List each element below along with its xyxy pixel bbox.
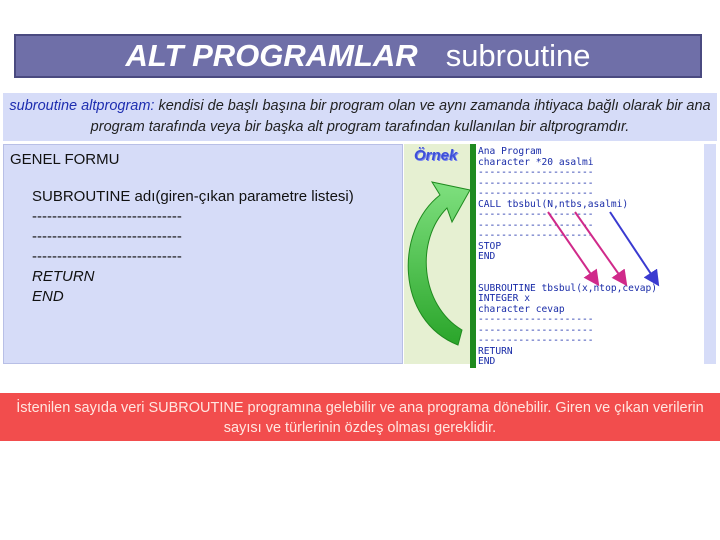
title-normal: subroutine bbox=[445, 38, 591, 73]
code-line: STOP bbox=[478, 240, 502, 252]
code-line: SUBROUTINE tbsbul(x,ntop,cevap) bbox=[478, 282, 658, 294]
general-form-lines bbox=[32, 187, 354, 307]
code-line: -------------------- bbox=[478, 324, 594, 336]
general-form-box bbox=[3, 144, 403, 364]
example-panel bbox=[404, 144, 472, 364]
form-line-return: RETURN bbox=[32, 268, 95, 285]
form-line-dash: ------------------------------ bbox=[32, 248, 182, 265]
code-line: END bbox=[478, 356, 496, 367]
side-strip bbox=[704, 144, 716, 364]
code-line: -------------------- bbox=[478, 167, 594, 178]
example-label: Örnek bbox=[414, 147, 458, 164]
code-line: -------------------- bbox=[478, 177, 594, 189]
form-line-end: END bbox=[32, 288, 64, 305]
form-line-dash: ------------------------------ bbox=[32, 228, 182, 245]
divider-line bbox=[470, 144, 476, 368]
code-line: -------------------- bbox=[478, 219, 594, 231]
form-line-signature: SUBROUTINE adı(giren-çıkan parametre listesi) bbox=[32, 188, 354, 205]
code-line: -------------------- bbox=[478, 188, 594, 199]
code-line: Ana Program bbox=[478, 146, 542, 157]
code-line: RETURN bbox=[478, 345, 513, 357]
definition-box bbox=[3, 93, 717, 141]
slide-title bbox=[14, 34, 702, 78]
code-line: character cevap bbox=[478, 303, 565, 315]
code-line: -------------------- bbox=[478, 209, 594, 220]
code-line: CALL tbsbul(N,ntbs,asalmi) bbox=[478, 198, 629, 210]
code-line: character *20 asalmi bbox=[478, 156, 594, 168]
definition-term: subroutine altprogram: bbox=[9, 98, 155, 114]
general-form-heading: GENEL FORMU bbox=[10, 151, 120, 168]
form-line-dash: ------------------------------ bbox=[32, 208, 182, 225]
title-bold: ALT PROGRAMLAR bbox=[125, 38, 418, 73]
code-line: END bbox=[478, 251, 496, 262]
definition-text: kendisi de başlı başına bir program olan ve aynı zamanda ihtiyaca bağlı olarak bir ana program tarafında veya bir başka alt program tarafından kullanılan bir altprogramdır. bbox=[90, 98, 711, 135]
bottom-note: İstenilen sayıda veri SUBROUTINE programına gelebilir ve ana programa dönebilir. Giren ve çıkan verilerin sayısı ve türlerinin özdeş olması gereklidir. bbox=[0, 393, 720, 441]
code-line: -------------------- bbox=[478, 335, 594, 346]
code-line: -------------------- bbox=[478, 314, 594, 325]
code-line: -------------------- bbox=[478, 230, 594, 241]
code-line: INTEGER x bbox=[478, 293, 530, 304]
code-panel bbox=[476, 144, 704, 368]
